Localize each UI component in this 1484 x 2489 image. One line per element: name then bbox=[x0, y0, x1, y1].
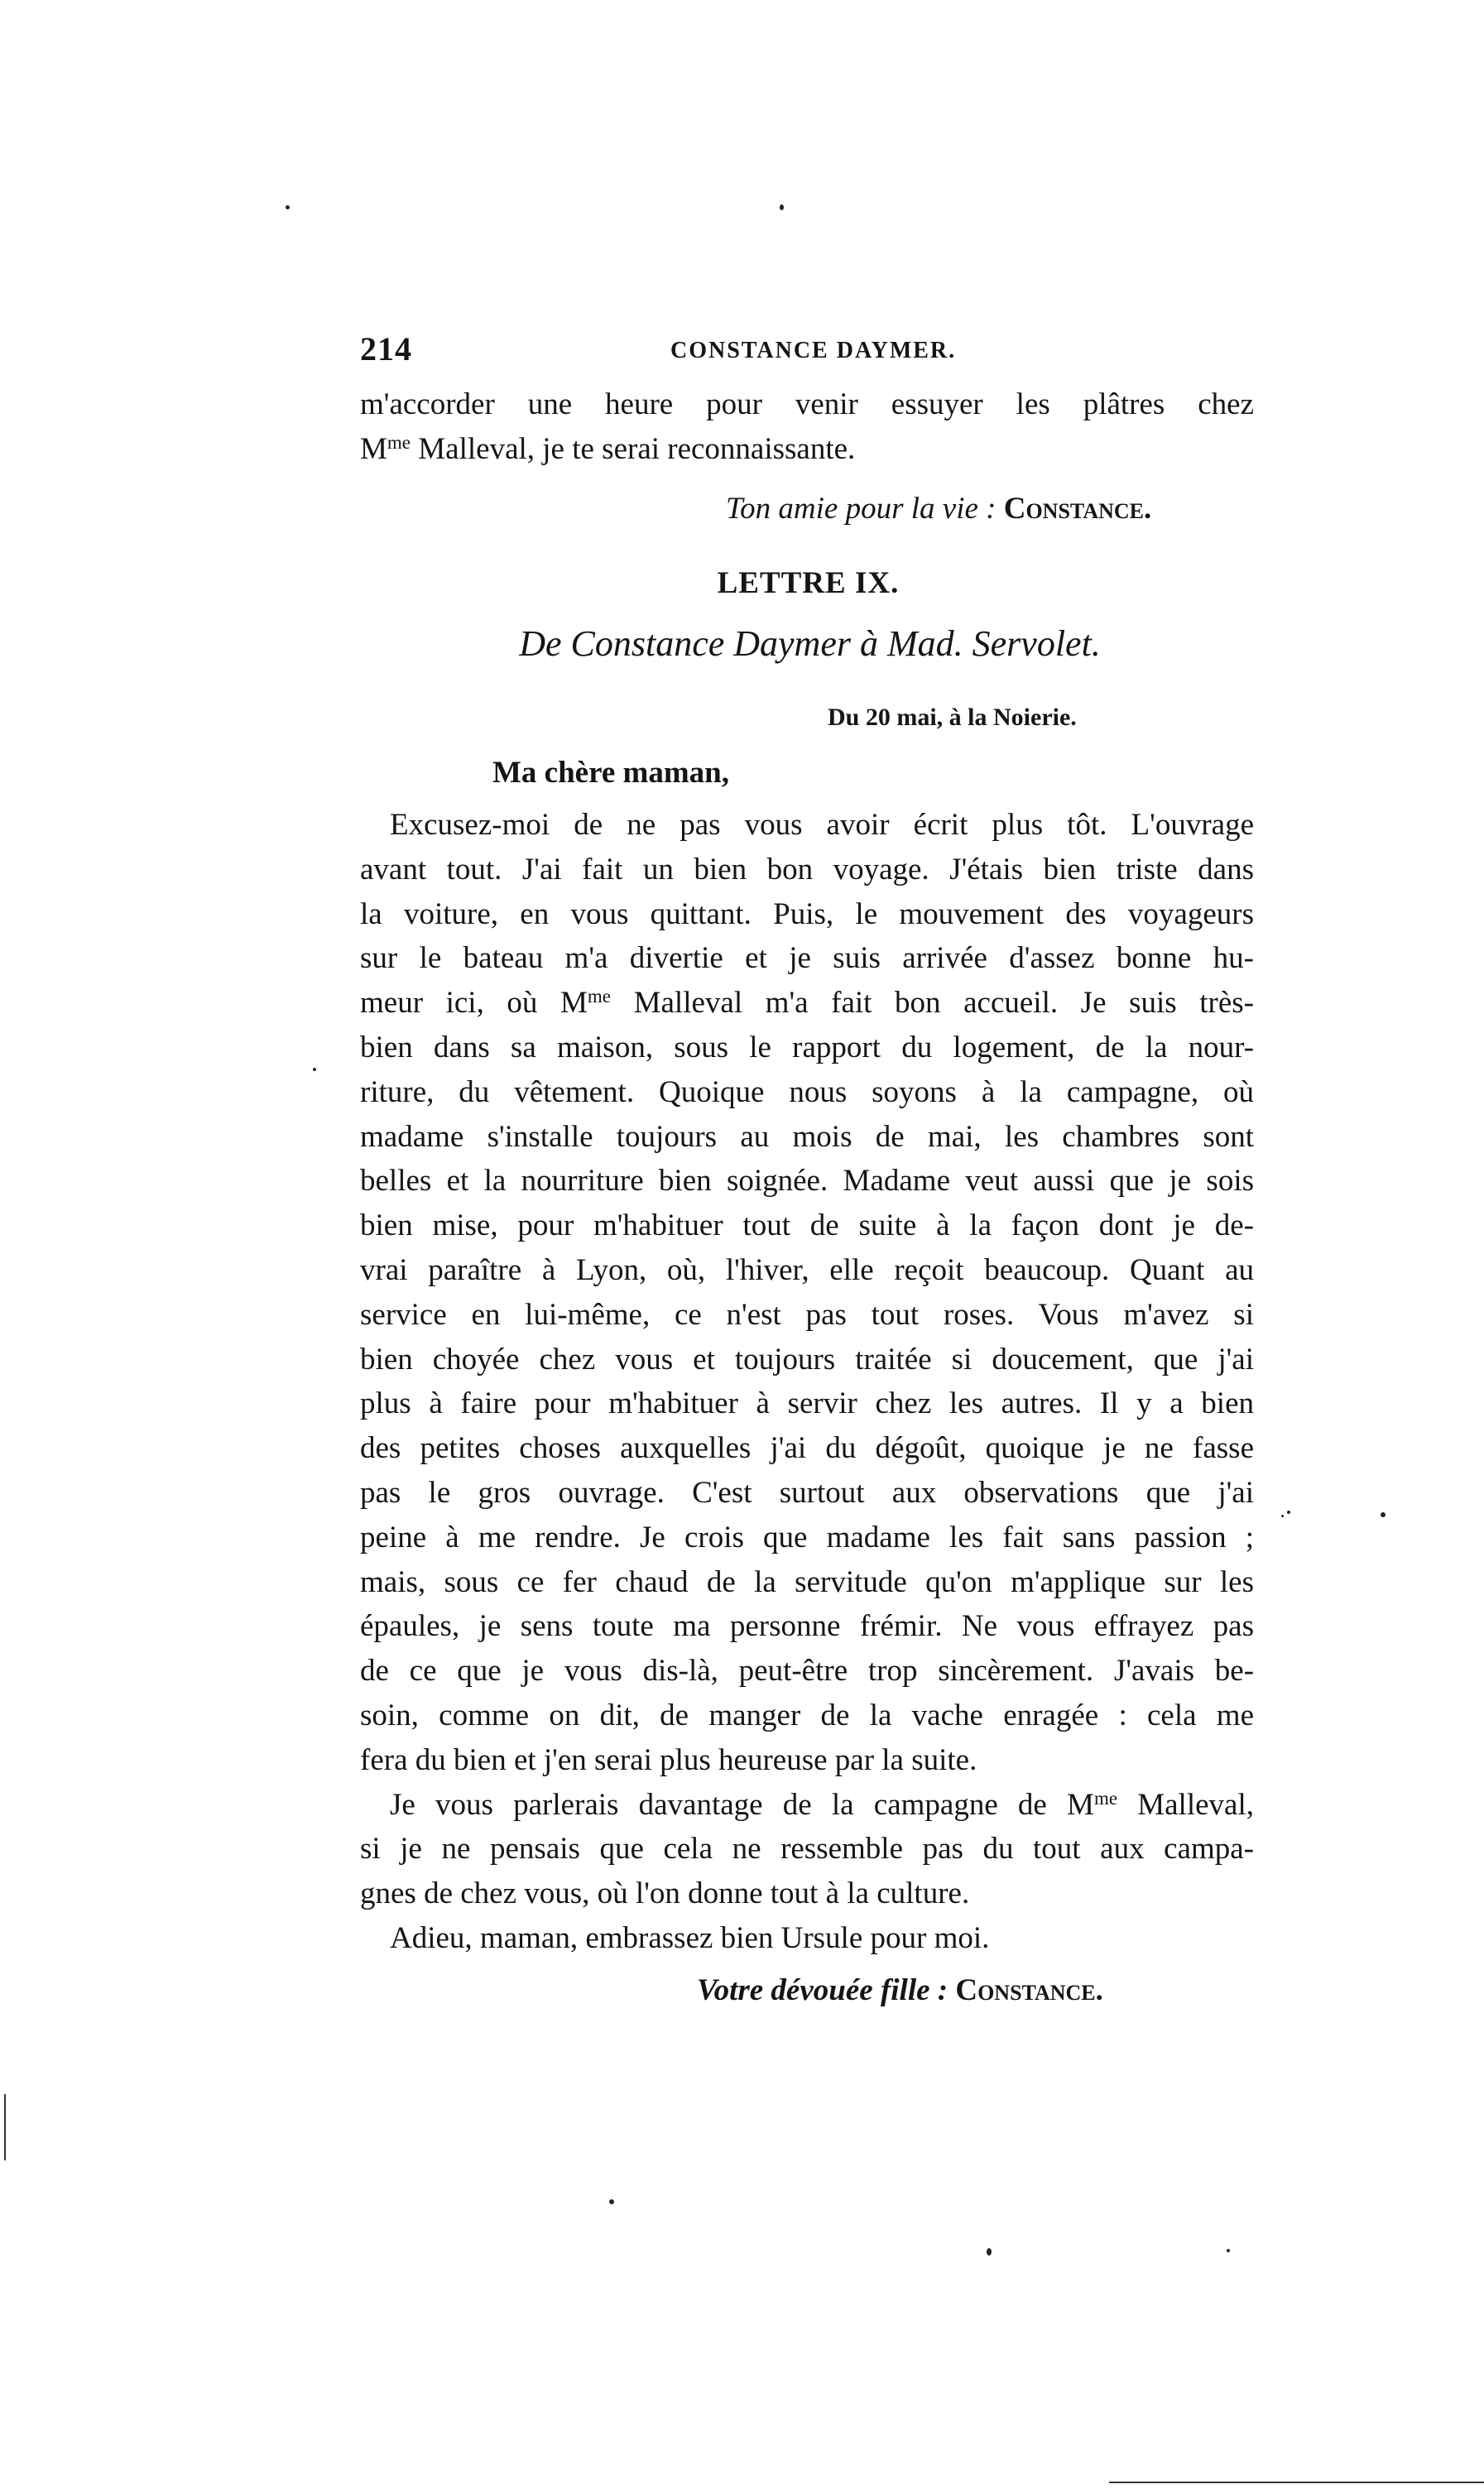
text-segment: bien dans sa maison, sous le rapport du logement, de la nour- bbox=[360, 1030, 1254, 1064]
text-segment: bien choyée chez vous et toujours traitée si doucement, que j'ai bbox=[360, 1342, 1254, 1377]
text-segment: service en lui-même, ce n'est pas tout roses. Vous m'avez si bbox=[360, 1297, 1254, 1332]
text-line bbox=[360, 1604, 1254, 1649]
scan-speck bbox=[1381, 1512, 1386, 1517]
scan-speck bbox=[1227, 2249, 1230, 2252]
text-line bbox=[360, 1248, 1254, 1293]
opening-paragraph bbox=[360, 382, 1254, 472]
text-segment: Malleval, je te serai reconnaissante. bbox=[411, 431, 856, 466]
letter-subtitle bbox=[0, 622, 1484, 665]
text-line bbox=[360, 892, 1254, 937]
letter-signature-text: Votre dévouée fille : bbox=[697, 1973, 956, 2007]
text-line bbox=[360, 936, 1254, 981]
text-line bbox=[360, 1783, 1254, 1828]
text-line bbox=[360, 1426, 1254, 1471]
text-line bbox=[360, 1159, 1254, 1204]
scan-speck bbox=[609, 2199, 614, 2204]
text-segment: avant tout. J'ai fait un bien bon voyage. J'étais bien triste dans bbox=[360, 852, 1254, 887]
scan-speck bbox=[313, 1068, 316, 1071]
scan-speck bbox=[987, 2248, 992, 2256]
text-segment: peine à me rendre. Je crois que madame les fait sans passion ; bbox=[360, 1520, 1254, 1554]
text-segment: madame s'installe toujours au mois de mai, les chambres sont bbox=[360, 1119, 1254, 1154]
scan-speck bbox=[1281, 1515, 1284, 1517]
text-line bbox=[360, 1115, 1254, 1160]
text-segment: sur le bateau m'a divertie et je suis arrivée d'assez bonne hu- bbox=[360, 941, 1254, 976]
text-segment: M bbox=[360, 431, 387, 466]
text-line bbox=[360, 1738, 1254, 1783]
letter-signature bbox=[697, 1972, 1103, 2008]
text-line bbox=[360, 1649, 1254, 1694]
text-segment: Malleval m'a fait bon accueil. Je suis très- bbox=[611, 986, 1254, 1021]
text-segment: soin, comme on dit, de manger de la vache enragée : cela me bbox=[360, 1698, 1254, 1732]
opening-signature-text: Ton amie pour la vie : bbox=[726, 492, 1004, 526]
opening-signature-name: Constance. bbox=[1003, 492, 1152, 526]
text-segment: des petites choses auxquelles j'ai du dégoût, quoique je ne fasse bbox=[360, 1431, 1254, 1466]
text-segment: meur ici, où M bbox=[360, 986, 588, 1021]
text-line bbox=[360, 1381, 1254, 1426]
text-line bbox=[360, 1070, 1254, 1115]
text-segment: gnes de chez vous, où l'on donne tout à la culture. bbox=[360, 1876, 970, 1911]
opening-signature bbox=[726, 491, 1151, 526]
text-segment: bien mise, pour m'habituer tout de suite à la façon dont je de- bbox=[360, 1208, 1254, 1243]
text-line bbox=[360, 1560, 1254, 1605]
text-line bbox=[360, 848, 1254, 892]
superscript: me bbox=[387, 431, 411, 453]
text-line bbox=[360, 1872, 1254, 1916]
page-header bbox=[360, 329, 1254, 372]
text-line bbox=[360, 1471, 1254, 1516]
text-line bbox=[360, 981, 1254, 1026]
letter-body bbox=[360, 803, 1254, 1961]
text-segment: épaules, je sens toute ma personne frémir. Ne vous effrayez pas bbox=[360, 1609, 1254, 1644]
letter-title-text: LETTRE IX. bbox=[717, 566, 900, 600]
letter-salutation: Ma chère maman, bbox=[492, 756, 729, 790]
text-line bbox=[360, 1694, 1254, 1738]
scan-edge-line bbox=[1109, 2482, 1484, 2483]
text-line bbox=[360, 1338, 1254, 1382]
text-line bbox=[360, 427, 1254, 472]
text-segment: de ce que je vous dis-là, peut-être trop sincèrement. J'avais be- bbox=[360, 1654, 1254, 1689]
text-segment: belles et la nourriture bien soignée. Madame veut aussi que je sois bbox=[360, 1164, 1254, 1199]
scan-speck bbox=[1287, 1511, 1290, 1514]
text-segment: pas le gros ouvrage. C'est surtout aux observations que j'ai bbox=[360, 1475, 1254, 1510]
text-segment: la voiture, en vous quittant. Puis, le mouvement des voyageurs bbox=[360, 896, 1254, 931]
text-line bbox=[360, 1516, 1254, 1560]
text-line bbox=[360, 1827, 1254, 1872]
text-segment: si je ne pensais que cela ne ressemble pas du tout aux campa- bbox=[360, 1832, 1254, 1867]
text-line bbox=[360, 1293, 1254, 1338]
text-segment: Adieu, maman, embrassez bien Ursule pour moi. bbox=[390, 1920, 990, 1955]
letter-subtitle-text: De Constance Daymer à Mad. Servolet. bbox=[519, 623, 1101, 664]
text-line bbox=[360, 1026, 1254, 1070]
text-segment: plus à faire pour m'habituer à servir chez les autres. Il y a bien bbox=[360, 1386, 1254, 1421]
scan-edge-mark bbox=[4, 2094, 6, 2160]
text-segment: Excusez-moi de ne pas vous avoir écrit plus tôt. L'ouvrage bbox=[390, 808, 1254, 842]
superscript: me bbox=[1093, 1787, 1118, 1809]
page-number: 214 bbox=[360, 330, 412, 368]
running-head: CONSTANCE DAYMER. bbox=[670, 338, 957, 363]
text-line bbox=[360, 1204, 1254, 1248]
scan-speck bbox=[286, 205, 290, 209]
letter-signature-name: Constance. bbox=[955, 1973, 1103, 2007]
text-segment: Je vous parlerais davantage de la campagne de M bbox=[390, 1787, 1094, 1822]
text-line bbox=[360, 803, 1254, 848]
superscript: me bbox=[587, 986, 612, 1007]
text-segment: fera du bien et j'en serai plus heureuse par la suite. bbox=[360, 1742, 977, 1777]
letter-title bbox=[0, 565, 1484, 601]
text-segment: vrai paraître à Lyon, où, l'hiver, elle reçoit beaucoup. Quant au bbox=[360, 1252, 1254, 1287]
text-segment: Malleval, bbox=[1117, 1787, 1254, 1822]
text-line bbox=[360, 1916, 1254, 1961]
text-segment: mais, sous ce fer chaud de la servitude qu'on m'applique sur les bbox=[360, 1564, 1254, 1599]
scan-speck bbox=[780, 204, 784, 210]
text-line bbox=[360, 382, 1254, 427]
text-segment: riture, du vêtement. Quoique nous soyons à la campagne, où bbox=[360, 1074, 1254, 1109]
text-segment: m'accorder une heure pour venir essuyer les plâtres chez bbox=[360, 387, 1254, 421]
letter-date: Du 20 mai, à la Noierie. bbox=[828, 704, 1077, 731]
